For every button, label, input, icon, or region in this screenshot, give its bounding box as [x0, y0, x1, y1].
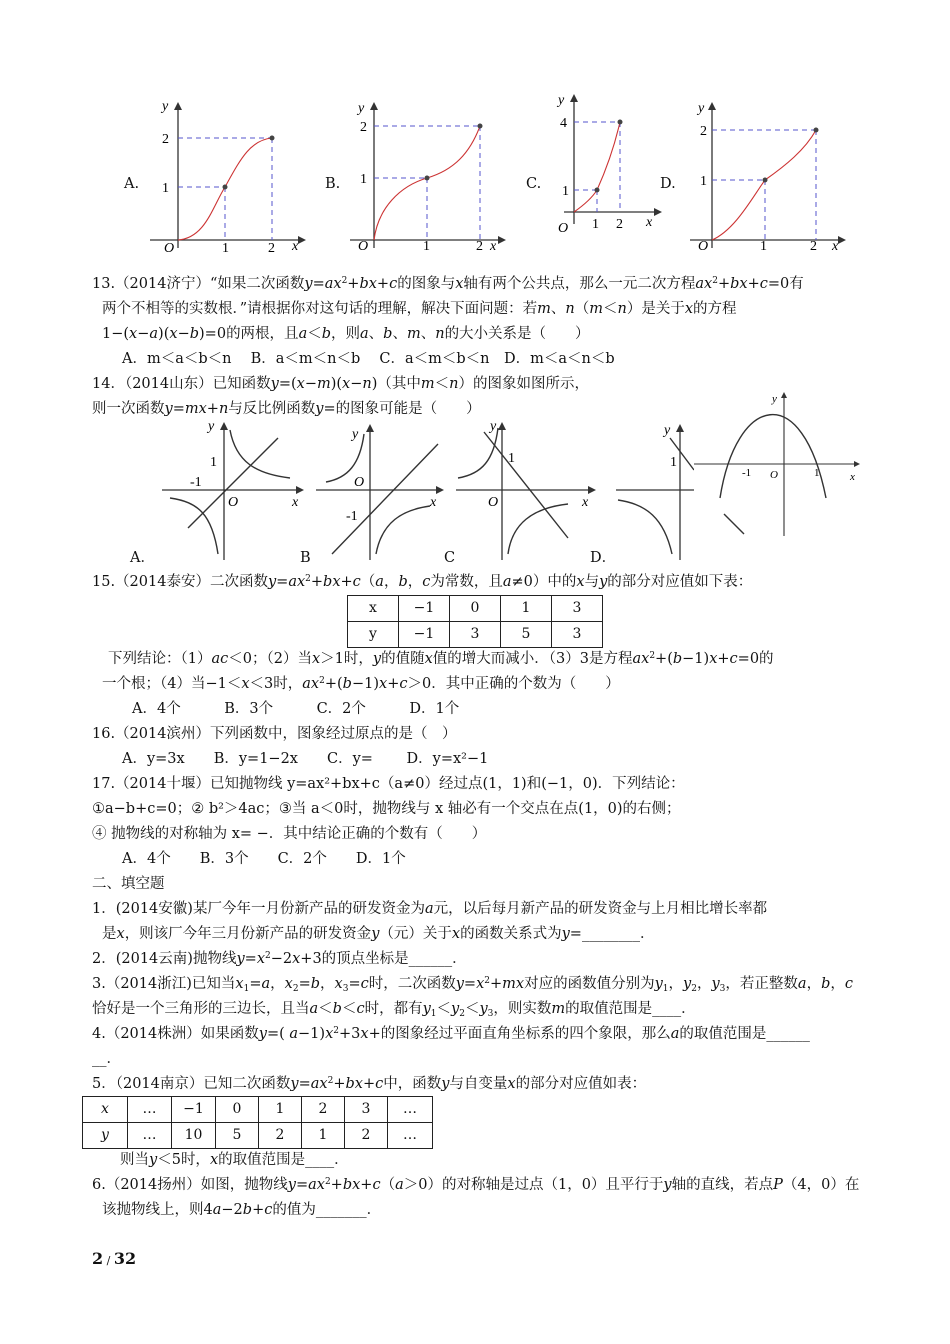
axis-label-y: y — [558, 93, 565, 108]
f6-line-1: 6.（2014扬州）如图，抛物线$y=ax^2+bx+c(a>0)$的对称轴是过点（1，0）且平行于y轴的直线，若点P（4，0）在 — [92, 1177, 860, 1193]
f5-value-table — [82, 1096, 433, 1149]
axis-label-y: y — [698, 101, 705, 116]
svg-text:-1: -1 — [190, 475, 202, 490]
svg-text:x: x — [430, 495, 437, 510]
table-row: x … −1 0 1 2 3 … — [83, 1097, 433, 1123]
q14-parabola-graph — [692, 386, 862, 541]
f5-line-2: 则当y＜5时，x的取值范围是____． — [120, 1152, 349, 1168]
q17-line-2: ①a−b+c=0；② b²＞4ac；③当 a＜0时，抛物线与 x 轴必有一个交点在点(1，0)的右侧； — [92, 801, 681, 817]
graph-c — [554, 90, 664, 240]
tick-y-2: 2 — [700, 124, 707, 139]
q16-options: A．y=3x B．y=1−2x C．y= D．y=x²−1 — [122, 751, 489, 767]
axis-label-y: y — [162, 99, 169, 114]
q15-line-1: 15.（2014泰安）二次函数$y=ax^2+bx+c(a$，b，c为常数，且a≠0）中的x与y的部分对应值如下表： — [92, 574, 753, 590]
axis-label-y: y — [358, 101, 365, 116]
q14-line-2: 则一次函数y=mx+n与反比例函数y=的图象可能是（ ） — [92, 401, 481, 417]
q14-graph-b — [312, 414, 462, 564]
f6-line-2: 该抛物线上，则4a−2b+c的值为_______． — [102, 1202, 382, 1218]
f2-line: 2．(2014云南)抛物线$y=x^2-2x+3$的顶点坐标是______． — [92, 951, 467, 967]
q13-line-2: 两个不相等的实数根．”请根据你对这句话的理解，解决下面问题：若m、n（m＜n）是关于x的方程 — [102, 301, 737, 317]
axis-label-x: x — [490, 239, 497, 253]
tick-y-1: 1 — [700, 174, 707, 189]
f5-line-1: 5．（2014南京）已知二次函数$y=ax^2+bx+c$中，函数y与自变量x的部分对应值如表： — [92, 1076, 647, 1092]
table-row: y … 10 5 2 1 2 … — [83, 1123, 433, 1149]
tick-x-2: 2 — [616, 217, 623, 232]
tick-y-1: 1 — [360, 172, 367, 187]
option-label-c: C. — [526, 176, 542, 192]
q14-option-a: A． — [130, 550, 155, 566]
tick-x-2: 2 — [810, 239, 817, 253]
svg-text:y: y — [352, 427, 359, 442]
q13-line-3: 1−(x−a)(x−b)=0的两根，且a＜b，则a、b、m、n的大小关系是（ ） — [102, 326, 590, 342]
q15-value-table — [347, 595, 603, 648]
tick-y-4: 4 — [560, 116, 567, 131]
tick-y-2: 2 — [162, 132, 169, 147]
svg-text:1: 1 — [670, 455, 677, 470]
q14-graph-a — [158, 414, 308, 564]
q16-stem: 16.（2014滨州）下列函数中，图象经过原点的是（ ） — [92, 726, 457, 742]
svg-text:y: y — [772, 393, 777, 405]
axis-label-x: x — [646, 215, 653, 230]
q15-line-2: 下列结论：（1）ac＜0；（2）当x＞1时，y的值随x值的增大而减小．（3）3是方程$ax^2+(b-1)x+c=0$的 — [108, 651, 774, 667]
graph-b — [350, 98, 510, 253]
tick-y-1: 1 — [562, 184, 569, 199]
tick-x-1: 1 — [592, 217, 599, 232]
svg-text:O: O — [488, 495, 499, 510]
origin-label: O — [164, 241, 175, 253]
tick-y-1: 1 — [162, 181, 169, 196]
q13-line-1: 13.（2014济宁）“如果二次函数$y=ax^2+bx+c$的图象与x轴有两个公共点，那么一元二次方程$ax^2+bx+c=0$有 — [92, 276, 804, 292]
svg-text:x: x — [850, 471, 855, 483]
q17-options: A．4个 B．3个 C．2个 D．1个 — [122, 851, 406, 867]
option-label-d: D. — [660, 176, 676, 192]
svg-text:x: x — [582, 495, 589, 510]
table-row: x −1 0 1 3 — [348, 596, 603, 622]
f3-line-2: 恰好是一个三角形的三边长，且当a＜b＜c时，都有$y_1<y_2<y_3$，则实数m的取值范围是____． — [92, 1001, 696, 1019]
svg-text:y: y — [664, 423, 671, 438]
svg-text:y: y — [208, 419, 215, 434]
svg-text:-1: -1 — [346, 509, 358, 524]
f1-line-1: 1．(2014安徽)某厂今年一月份新产品的研发资金为a元，以后每月新产品的研发资金与上月相比增长率都 — [92, 901, 768, 917]
tick-x-2: 2 — [476, 239, 483, 253]
f3-line-1: 3.（2014浙江)已知当$x_1=a$，$x_2=b$，$x_3=c$时，二次函数$y=x^2+mx$对应的函数值分别为$y_1$，$y_2$，$y_3$，若正整数a，b，c — [92, 976, 853, 994]
svg-text:y: y — [490, 419, 497, 434]
origin-label: O — [358, 239, 369, 253]
svg-text:1: 1 — [814, 467, 820, 479]
q14-option-b: B — [300, 550, 311, 566]
f1-line-2: 是x，则该厂今年三月份新产品的研发资金y（元）关于x的函数关系式为y=________． — [102, 926, 655, 942]
svg-text:O: O — [228, 495, 239, 510]
table-row: y −1 3 5 3 — [348, 622, 603, 648]
svg-text:-1: -1 — [742, 467, 752, 479]
svg-text:x: x — [292, 495, 299, 510]
q17-line-3: ④ 抛物线的对称轴为 x= −．其中结论正确的个数有（ ） — [92, 826, 487, 842]
q14-option-c: C — [444, 550, 456, 566]
axis-label-x: x — [292, 239, 299, 253]
q15-line-3: 一个根；（4）当−1＜x＜3时，$ax^2+(b-1)x+c>0$．其中正确的个数为（ ） — [102, 676, 620, 692]
q15-options: A．4个 B．3个 C．2个 D．1个 — [132, 701, 460, 717]
f4-line-1: 4.（2014株洲）如果函数y=( $a-1)x^2+3x+$的图象经过平面直角坐标系的四个象限，那么a的取值范围是______ — [92, 1026, 810, 1042]
graph-a — [150, 98, 310, 253]
page-number: 2 / 32 — [92, 1249, 137, 1268]
origin-label: O — [698, 239, 709, 253]
q17-line-1: 17.（2014十堰）已知抛物线 y=ax²+bx+c（a≠0）经过点(1，1)和(−1，0)．下列结论： — [92, 776, 685, 792]
option-label-b: B. — [325, 176, 341, 192]
axis-label-x: x — [832, 239, 839, 253]
svg-text:1: 1 — [508, 451, 515, 466]
svg-text:O: O — [354, 475, 365, 490]
tick-x-1: 1 — [760, 239, 767, 253]
option-label-a: A. — [124, 176, 140, 192]
tick-x-2: 2 — [268, 241, 275, 253]
q14-line-1: 14．（2014山东）已知函数y=(x−m)(x−n)（其中m＜n）的图象如图所示， — [92, 376, 589, 392]
q14-option-d: D． — [590, 550, 617, 566]
graph-d — [690, 98, 850, 253]
tick-y-2: 2 — [360, 120, 367, 135]
svg-text:1: 1 — [210, 455, 217, 470]
tick-x-1: 1 — [222, 241, 229, 253]
tick-x-1: 1 — [423, 239, 430, 253]
svg-text:O: O — [770, 469, 778, 481]
section-heading-fill-in: 二、填空题 — [92, 876, 165, 892]
origin-label: O — [558, 221, 569, 236]
q13-options: A．m＜a＜b＜n B．a＜m＜n＜b C．a＜m＜b＜n D．m＜a＜n＜b — [122, 351, 615, 367]
f4-line-2: __． — [92, 1051, 121, 1067]
q14-graph-c — [452, 414, 602, 564]
q14-graph-d — [612, 414, 694, 564]
